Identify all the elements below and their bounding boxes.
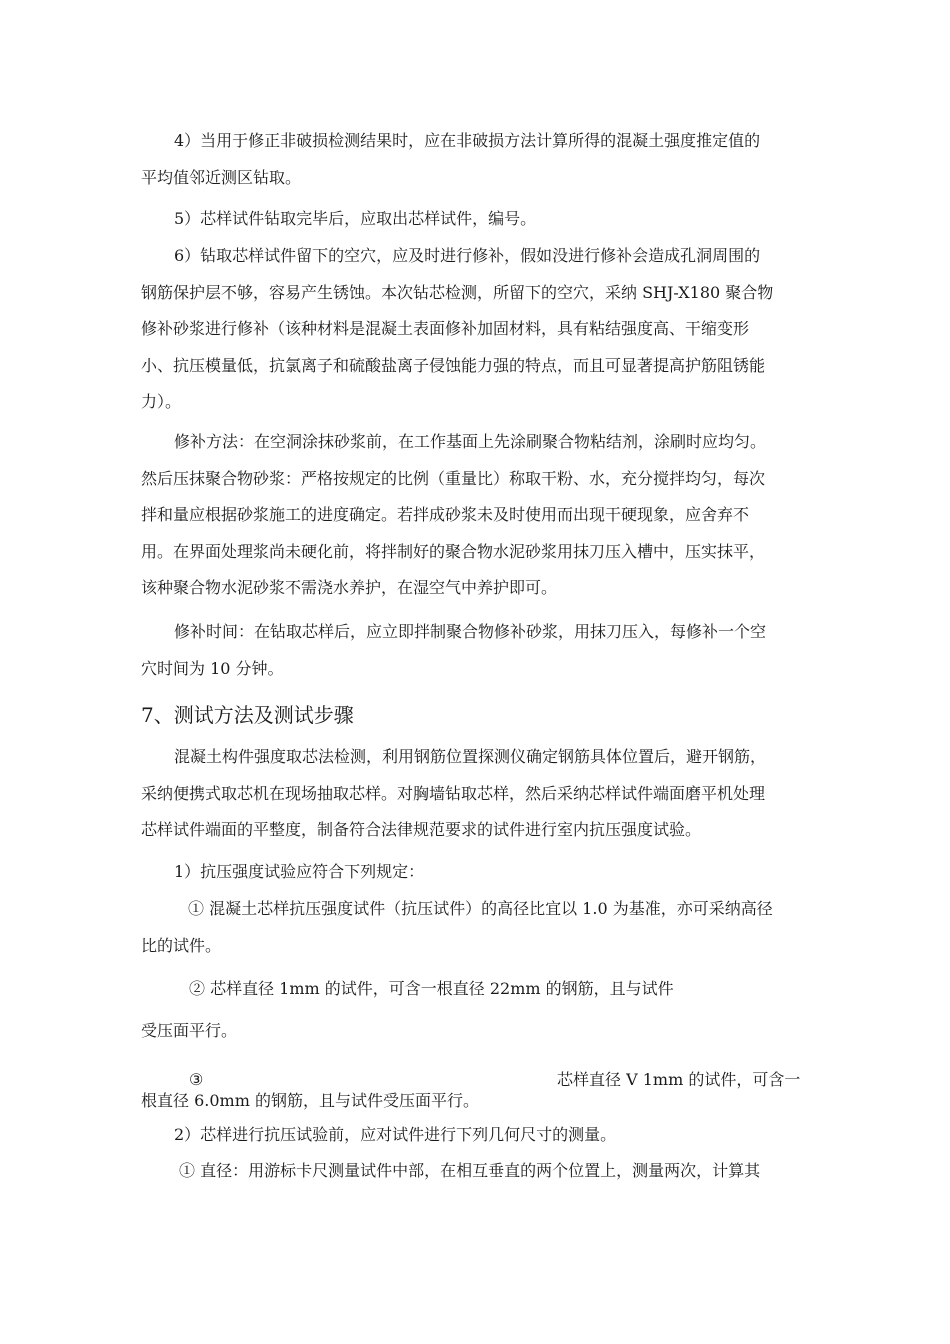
text-line: 该种聚合物水泥砂浆不需浇水养护，在湿空气中养护即可。 [141, 578, 558, 597]
text-line: ① 混凝土芯样抗压强度试件（抗压试件）的高径比宜以 1.0 为基准，亦可采纳高径 [188, 899, 773, 918]
text-line: 混凝土构件强度取芯法检测，利用钢筋位置探测仪确定钢筋具体位置后，避开钢筋， [174, 747, 767, 766]
text-line: 小、抗压模量低，抗氯离子和硫酸盐离子侵蚀能力强的特点，而且可显著提高护筋阻锈能 [141, 355, 766, 375]
text-line: 力）。 [141, 392, 182, 411]
clause-3-line-2: 根直径 6.0mm 的钢筋，且与试件受压面平行。 [141, 1091, 479, 1110]
paragraph-clause-1 [141, 891, 813, 964]
clause-2-line-2: 受压面平行。 [141, 1021, 238, 1040]
paragraph-item-6 [141, 238, 813, 421]
text-line: 穴时间为 10 分钟。 [141, 658, 284, 678]
text-line: 钢筋保护层不够，容易产生锈蚀。本次钻芯检测，所留下的空穴，采纳 SHJ-X180 聚合物 [141, 282, 774, 302]
paragraph-item-4 [141, 123, 813, 196]
section-heading: 7、测试方法及测试步骤 [141, 703, 354, 727]
text-line: 平均值邻近测区钻取。 [141, 167, 302, 187]
paragraph-item-5 [141, 201, 813, 238]
text-line: 6）钻取芯样试件留下的空穴，应及时进行修补，假如没进行修补会造成孔洞周围的 [174, 246, 761, 265]
text-line: 芯样试件端面的平整度，制备符合法律规范要求的试件进行室内抗压强度试验。 [141, 820, 702, 839]
paragraph-repair-method [141, 424, 813, 607]
text-line: 比的试件。 [141, 935, 222, 955]
text-line: 拌和量应根据砂浆施工的进度确定。若拌成砂浆未及时使用而出现干硬现象，应舍弃不 [141, 505, 750, 524]
text-line: 修补砂浆进行修补（该种材料是混凝土表面修补加固材料，具有粘结强度高、干缩变形 [141, 319, 750, 338]
text-line: 采纳便携式取芯机在现场抽取芯样。对胸墙钻取芯样，然后采纳芯样试件端面磨平机处理 [141, 783, 766, 803]
text-line: 修补方法：在空洞涂抹砂浆前，在工作基面上先涂刷聚合物粘结剂，涂刷时应均匀。 [174, 432, 767, 451]
text-line: 5）芯样试件钻取完毕后，应取出芯样试件，编号。 [174, 209, 537, 228]
clause-2-line-1: ② 芯样直径 1mm 的试件，可含一根直径 22mm 的钢筋，且与试件 [189, 979, 674, 998]
paragraph-step-1 [141, 854, 813, 891]
paragraph-section7-intro [141, 739, 813, 849]
clause-3-line-1: 芯样直径 V 1mm 的试件，可含一 [557, 1070, 801, 1089]
text-line: 用。在界面处理浆尚未硬化前，将拌制好的聚合物水泥砂浆用抹刀压入槽中，压实抹平， [141, 541, 766, 561]
paragraph-repair-time [141, 614, 813, 687]
text-line: 4）当用于修正非破损检测结果时，应在非破损方法计算所得的混凝土强度推定值的 [174, 131, 761, 150]
clause-3-marker: ③ [189, 1070, 204, 1089]
paragraph-diameter: ① 直径：用游标卡尺测量试件中部，在相互垂直的两个位置上，测量两次，计算其 [179, 1161, 761, 1180]
text-line: 1）抗压强度试验应符合下列规定： [174, 862, 425, 881]
paragraph-step-2: 2）芯样进行抗压试验前，应对试件进行下列几何尺寸的测量。 [174, 1125, 617, 1144]
text-line: 修补时间：在钻取芯样后，应立即拌制聚合物修补砂浆，用抹刀压入，每修补一个空 [174, 622, 767, 641]
text-line: 然后压抹聚合物砂浆：严格按规定的比例（重量比）称取干粉、水，充分搅拌均匀，每次 [141, 468, 766, 488]
